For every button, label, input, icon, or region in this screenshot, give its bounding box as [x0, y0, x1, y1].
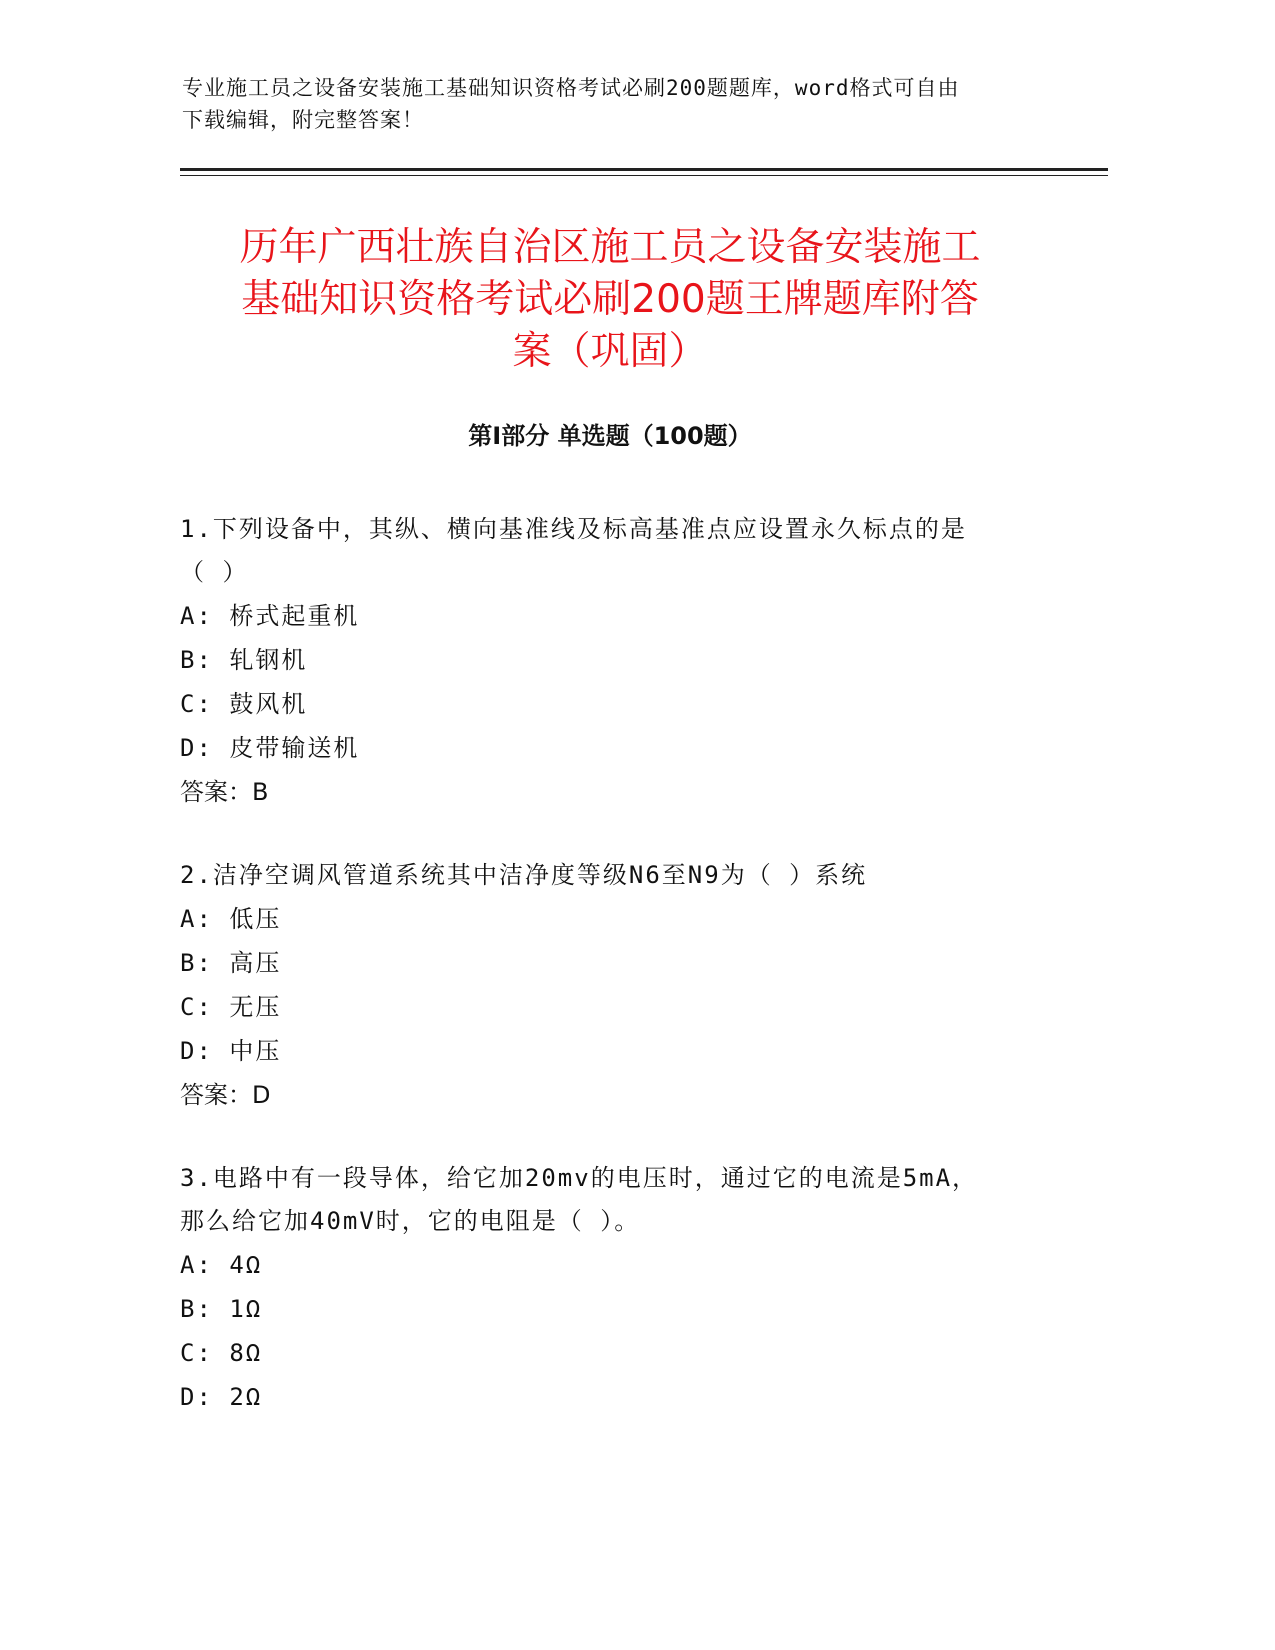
document-title-line-2: 基础知识资格考试必刷200题王牌题库附答 [241, 277, 979, 322]
option-c: C: 8Ω [180, 1339, 263, 1367]
question-stem-line-1: 2.洁净空调风管道系统其中洁净度等级N6至N9为（ ）系统 [180, 861, 868, 889]
option-c: C: 无压 [180, 993, 282, 1021]
answer: 答案：B [180, 778, 269, 806]
question-stem-line-1: 1.下列设备中，其纵、横向基准线及标高基准点应设置永久标点的是 [180, 515, 967, 543]
question-stem-line-2: （ ） [180, 558, 249, 586]
question-2 [180, 854, 1060, 1117]
section-heading: 第I部分 单选题（100题） [468, 422, 752, 450]
question-stem [180, 508, 1060, 594]
document-title-line-1: 历年广西壮族自治区施工员之设备安装施工 [239, 225, 981, 270]
option-a: A: 低压 [180, 905, 282, 933]
option-d: D: 中压 [180, 1037, 282, 1065]
question-1 [180, 508, 1060, 814]
header-divider-thick [180, 168, 1108, 171]
option-c: C: 鼓风机 [180, 690, 308, 718]
document-title-line-3: 案（巩固） [512, 329, 708, 374]
question-3 [180, 1157, 1060, 1419]
question-list [180, 508, 1060, 1459]
option-a: A: 桥式起重机 [180, 602, 360, 630]
document-title [180, 222, 1040, 378]
answer: 答案：D [180, 1081, 271, 1109]
header-note-line-2: 下载编辑，附完整答案！ [182, 108, 424, 132]
option-b: B: 轧钢机 [180, 646, 308, 674]
question-stem-line-1: 3.电路中有一段导体，给它加20mv的电压时，通过它的电流是5mA， [180, 1164, 979, 1192]
question-stem-line-2: 那么给它加40mV时，它的电阻是（ ）。 [180, 1207, 641, 1235]
option-a: A: 4Ω [180, 1251, 263, 1279]
option-b: B: 高压 [180, 949, 282, 977]
question-stem [180, 1157, 1060, 1243]
header-divider-thin [180, 175, 1108, 176]
option-d: D: 2Ω [180, 1383, 263, 1411]
option-b: B: 1Ω [180, 1295, 263, 1323]
option-d: D: 皮带输送机 [180, 734, 360, 762]
header-note [182, 72, 1062, 136]
header-note-line-1: 专业施工员之设备安装施工基础知识资格考试必刷200题题库，word格式可自由 [182, 76, 960, 100]
question-stem [180, 854, 1060, 897]
